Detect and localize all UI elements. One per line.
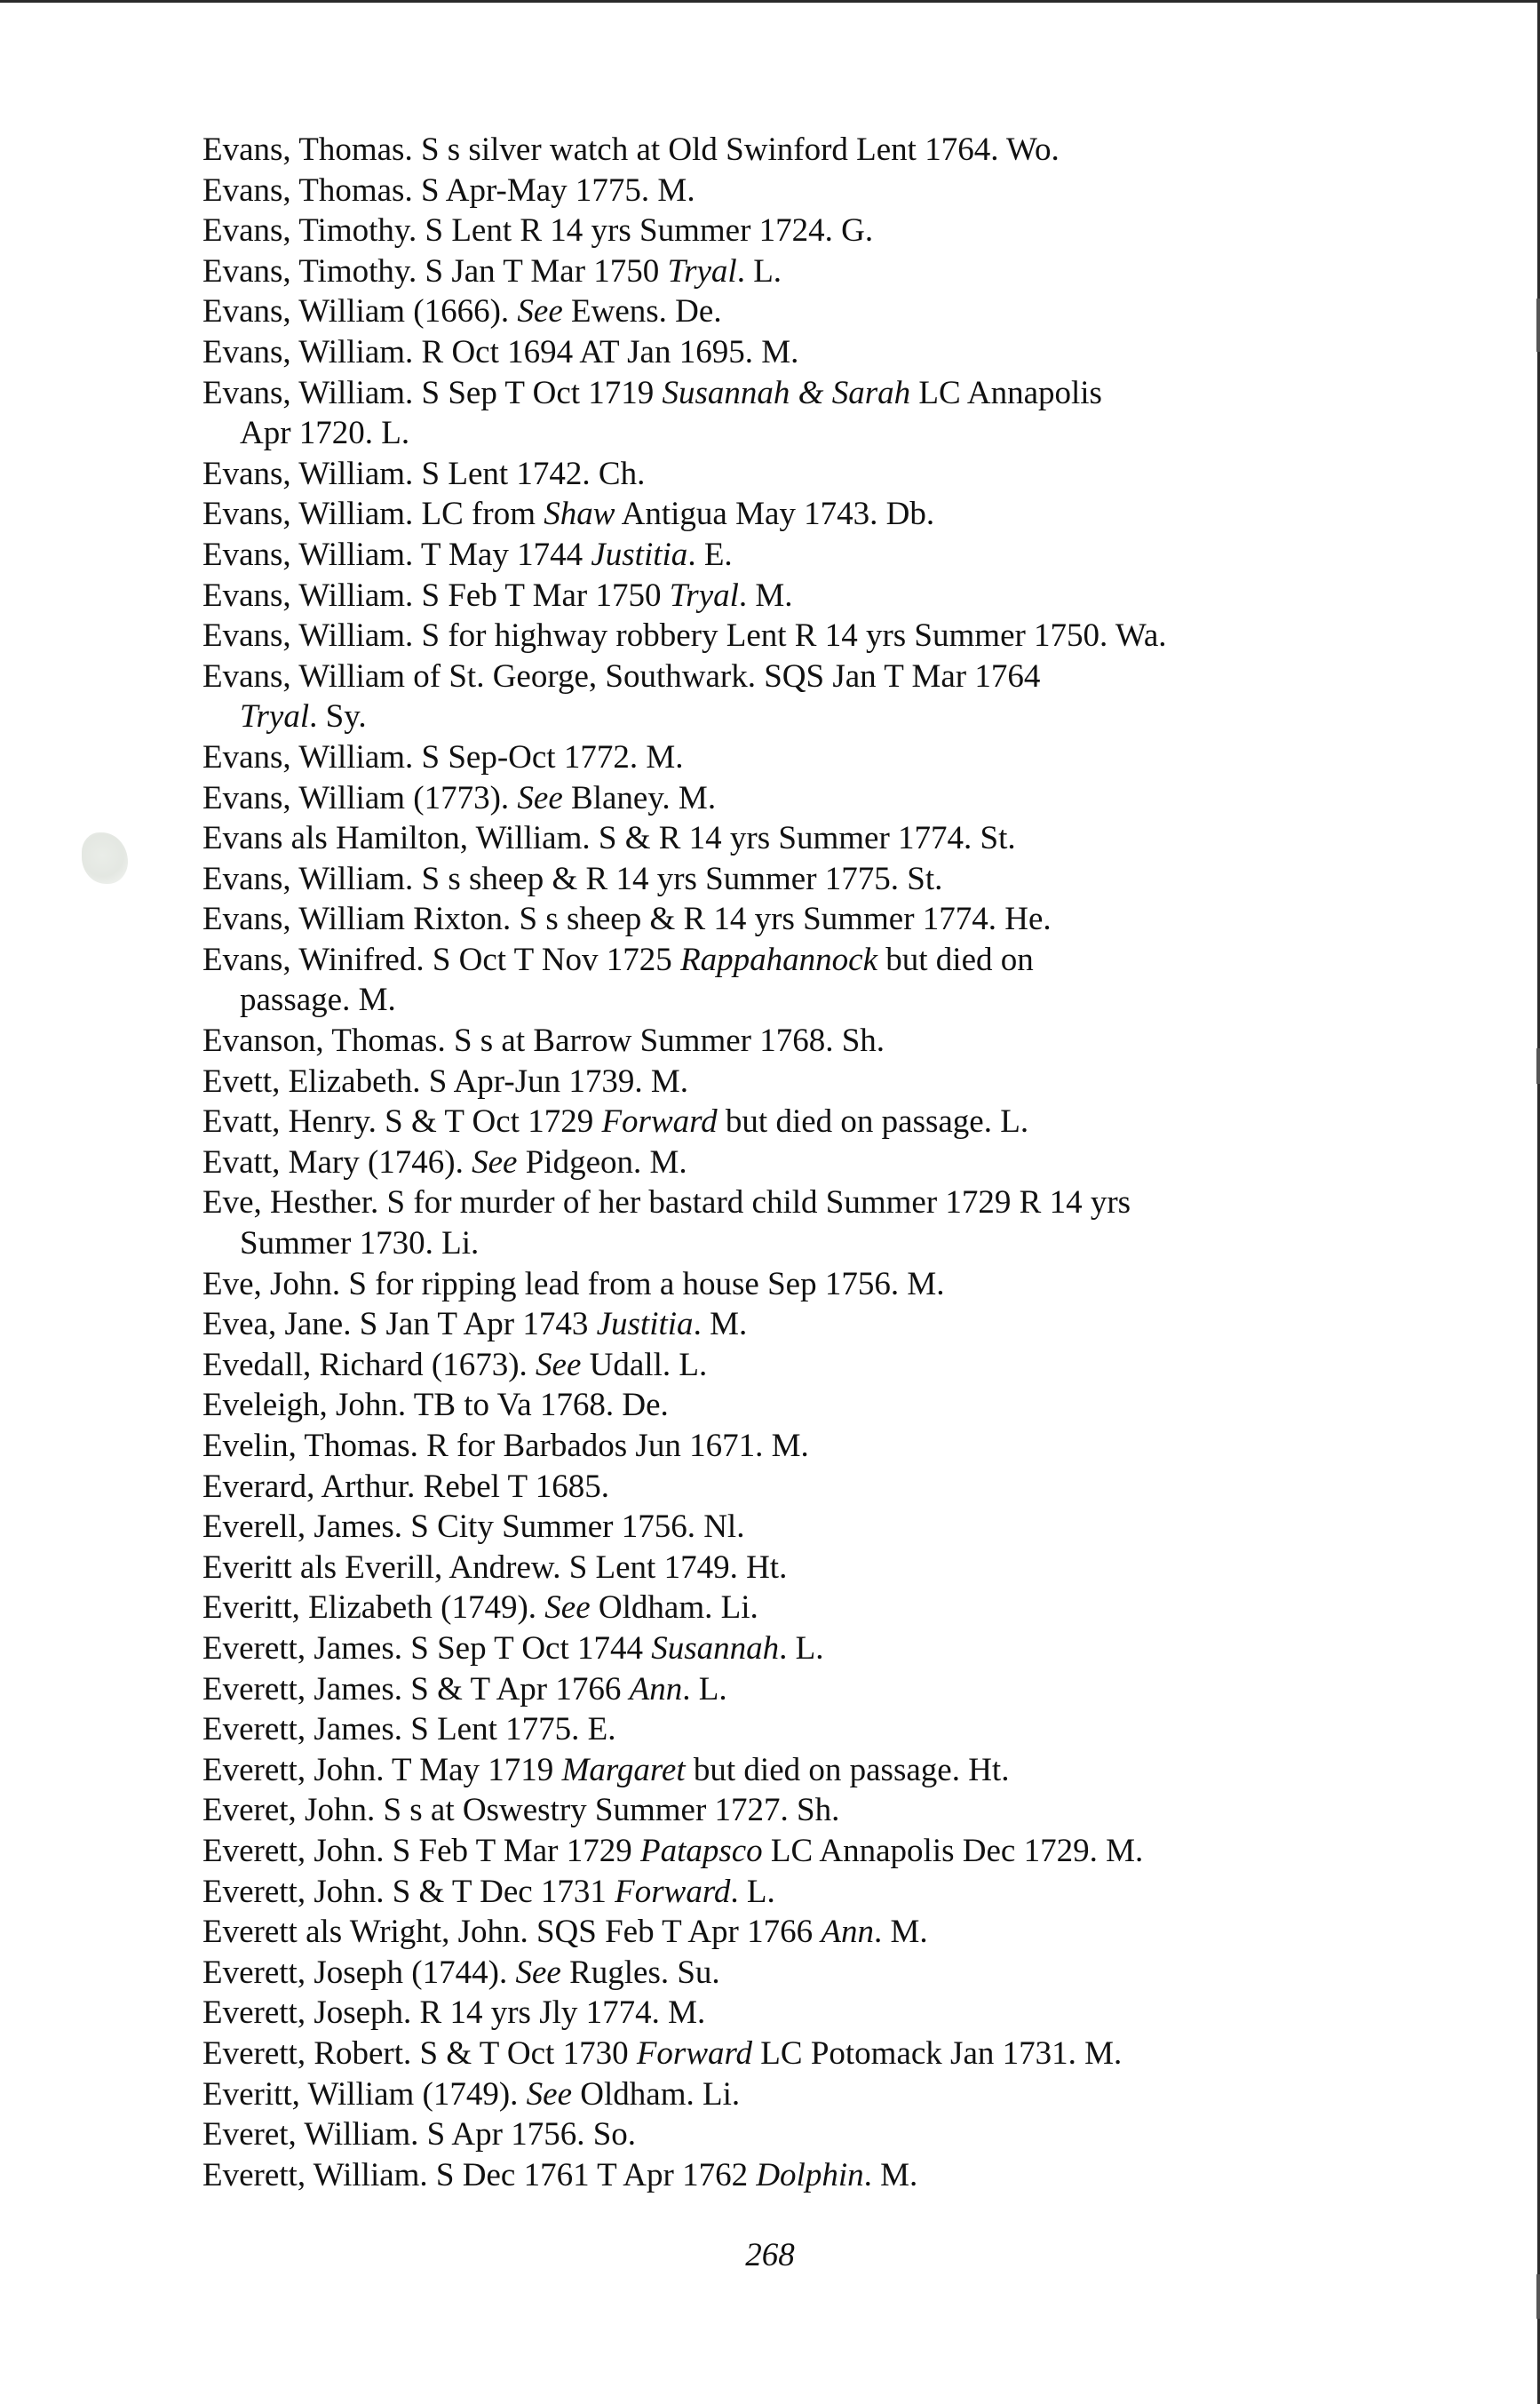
entry-text: Everett, William. S Dec 1761 T Apr 1762 [202,2156,757,2193]
index-entry [202,1628,1428,1669]
entry-text: Antigua May 1743. Db. [615,496,935,533]
entry-italic-text: Patapsco [639,1832,763,1869]
entry-italic-text: Justitia [596,1306,694,1343]
index-entry [202,1872,1428,1913]
entry-line [202,1023,885,1059]
entry-text: Everitt, William (1749). [202,2075,527,2113]
margin-mark [1536,299,1540,352]
index-entry [202,1426,1428,1467]
entry-line [202,131,1060,168]
entry-text: . L. [779,1629,824,1667]
entry-line [202,577,793,614]
entry-text: Eveleigh, John. TB to Va 1768. De. [202,1387,669,1424]
margin-mark [1536,2274,1540,2319]
index-entry [202,616,1428,657]
entry-text: Everell, James. S City Summer 1756. Nl. [202,1508,745,1546]
entry-line [202,2116,636,2153]
entry-line [202,1184,1131,1221]
index-entry [202,940,1428,1021]
entry-text: Evans, William. S s sheep & R 14 yrs Summer 1775. St. [202,860,943,897]
entry-text: . M. [863,2156,918,2193]
index-entry [202,576,1428,617]
entry-continuation-line [202,697,1428,737]
index-entry [202,1790,1428,1831]
entry-line [202,1792,839,1828]
margin-mark [1536,1048,1540,1084]
entry-text: Everett, James. S & T Apr 1766 [202,1670,630,1707]
entry-text: LC Annapolis Dec 1729. M. [762,1832,1144,1869]
entry-text: LC Potomack Jan 1731. M. [752,2034,1123,2072]
entry-line [202,1914,928,1950]
entry-text: Evans, Winifred. S Oct T Nov 1725 [202,941,681,978]
entry-text: Evans, Timothy. S Jan T Mar 1750 [202,252,668,290]
entry-line [202,820,1016,856]
entry-line [202,1347,707,1383]
entry-text: Evans, Thomas. S Apr-May 1775. M. [202,171,695,209]
index-entry [202,737,1428,778]
entry-line [202,2157,917,2193]
entry-line [202,1144,687,1181]
entry-line [202,1711,615,1747]
index-entry [202,1021,1428,1062]
entry-text: Everett, Joseph (1744). [202,1954,516,1991]
entry-text: Evans, William. S Feb T Mar 1750 [202,577,670,614]
entry-line [202,2076,740,2113]
index-entry [202,1993,1428,2034]
entry-text: Evans, William. S Lent 1742. Ch. [202,455,646,492]
entry-line [202,1469,609,1505]
index-entry [202,1182,1428,1263]
entry-text: Evans, William. T May 1744 [202,536,591,573]
index-entry [202,1831,1428,1872]
index-entry [202,535,1428,576]
entry-text: Everitt, Elizabeth (1749). [202,1589,545,1627]
entry-italic-text: Ann [629,1670,683,1707]
entry-italic-text: Dolphin [756,2156,864,2193]
entry-text: . L. [730,1873,775,1910]
entry-italic-text: See [472,1143,518,1181]
entry-text: Oldham. Li. [572,2075,741,2113]
index-entry [202,2074,1428,2115]
entry-text: Eve, John. S for ripping lead from a house Sep 1756. M. [202,1265,945,1302]
entry-italic-text: Margaret [561,1751,686,1788]
entry-text: Udall. L. [581,1346,708,1383]
entry-italic-text: Tryal [667,252,737,290]
entry-text: Blaney. M. [562,779,717,816]
entry-italic-text: Forward [636,2034,753,2072]
entry-italic-text: See [517,293,563,330]
entry-continuation-line [202,980,1428,1021]
entry-text: . M. [693,1306,748,1343]
entry-text: Evans, William. LC from [202,496,544,533]
index-entry [202,1467,1428,1508]
entry-line [202,1954,720,1991]
index-entry [202,454,1428,495]
entry-line [202,375,1102,411]
entry-line [202,1103,1028,1140]
entry-line [202,658,1040,695]
index-entry [202,1264,1428,1305]
entry-text: Evelin, Thomas. R for Barbados Jun 1671. M. [202,1428,809,1464]
entry-italic-text: Susannah [651,1629,780,1667]
index-entry [202,1912,1428,1953]
entry-text: Everet, John. S s at Oswestry Summer 1727. Sh. [202,1792,840,1829]
entry-text: Apr 1720. L. [240,415,410,452]
index-entry [202,1385,1428,1426]
entry-italic-text: See [515,1954,561,1991]
entry-text: . L. [682,1670,727,1707]
entry-italic-text: See [517,779,563,816]
index-entry [202,1304,1428,1345]
entry-text: Everett, John. S & T Dec 1731 [202,1873,615,1910]
entry-line [202,739,684,776]
entry-text: Evans, William. R Oct 1694 AT Jan 1695. M. [202,333,799,370]
entry-line [202,496,934,532]
entry-text: Everett, John. S Feb T Mar 1729 [202,1832,640,1869]
entry-text: Evans, William. S Sep-Oct 1772. M. [202,738,684,776]
entry-line [202,293,722,330]
entry-text: Everett, Robert. S & T Oct 1730 [202,2034,637,2072]
entry-text: passage. M. [240,982,396,1019]
entry-text: Evans, William. S Sep T Oct 1719 [202,374,663,411]
entry-italic-text: Tryal [240,698,310,736]
page-number: 268 [745,2237,795,2273]
entry-text: Evatt, Henry. S & T Oct 1729 [202,1103,602,1141]
entry-text: Evans, William. S for highway robbery Lent R 14 yrs Summer 1750. Wa. [202,617,1167,655]
index-entry [202,2114,1428,2155]
index-entry [202,1548,1428,1588]
entry-line [202,1833,1143,1869]
entry-line [202,942,1034,978]
page-edge-top [0,0,1540,3]
index-entry [202,1953,1428,1994]
margin-stain [82,832,128,884]
entry-text: . M. [738,577,793,614]
entry-line [202,253,782,290]
entry-italic-text: Shaw [544,496,615,533]
entry-text: Evans, William (1773). [202,779,518,816]
index-entry [202,1345,1428,1386]
index-entry [202,291,1428,332]
index-entry [202,2034,1428,2074]
entry-line [202,1063,688,1100]
index-entry [202,1709,1428,1750]
entry-text: Ewens. De. [562,293,722,330]
entry-text: . E. [687,536,733,573]
index-entry [202,1102,1428,1142]
entry-line [202,1994,705,2031]
entry-text: . L. [736,252,782,290]
index-entry [202,859,1428,900]
index-entry [202,171,1428,211]
index-entry [202,1142,1428,1183]
entry-italic-text: Ann [821,1914,874,1951]
entry-text: Everett, John. T May 1719 [202,1751,562,1788]
entry-italic-text: Tryal [669,577,739,614]
index-entry [202,373,1428,454]
entry-text: Evans, Thomas. S s silver watch at Old Swinford Lent 1764. Wo. [202,131,1060,168]
entry-text: . Sy. [309,698,367,736]
entry-italic-text: Forward [601,1103,718,1141]
entry-line [202,1874,775,1910]
entry-line [202,861,942,897]
entry-line [202,334,798,370]
entry-text: Evans als Hamilton, William. S & R 14 yrs Summer 1774. St. [202,820,1016,857]
index-entry [202,251,1428,292]
entry-text: Summer 1730. Li. [240,1225,480,1262]
entry-text: but died on passage. L. [717,1103,1029,1141]
entry-list [202,130,1428,2195]
entry-text: Evedall, Richard (1673). [202,1346,536,1383]
entry-line [202,1549,787,1586]
entry-italic-text: See [526,2075,573,2113]
index-entry [202,494,1428,535]
index-entry [202,332,1428,373]
entry-line [202,172,695,209]
entry-line [202,1752,1009,1788]
entry-line [202,2035,1122,2072]
entry-text: Evea, Jane. S Jan T Apr 1743 [202,1306,597,1343]
entry-line [202,1589,758,1626]
entry-text: Evans, William of St. George, Southwark. SQS Jan T Mar 1764 [202,657,1041,695]
index-entry [202,818,1428,859]
entry-italic-text: Susannah & Sarah [662,374,911,411]
entry-text: . M. [873,1914,928,1951]
entry-text: Evans, William (1666). [202,293,518,330]
entry-text: Evett, Elizabeth. S Apr-Jun 1739. M. [202,1063,688,1100]
index-entry [202,130,1428,171]
entry-line [202,1508,744,1545]
entry-line [202,1306,747,1342]
index-entry [202,1669,1428,1710]
index-entry [202,211,1428,251]
entry-line [202,456,645,492]
entry-text: but died on [877,941,1034,978]
index-entry [202,2155,1428,2196]
entry-text: Everett, James. S Lent 1775. E. [202,1711,616,1748]
entry-line [202,901,1052,937]
entry-text: Evans, William Rixton. S s sheep & R 14 yrs Summer 1774. He. [202,901,1052,938]
entry-text: Everet, William. S Apr 1756. So. [202,2116,637,2153]
entry-line [202,1630,824,1667]
entry-continuation-line [202,1223,1428,1264]
entry-line [202,1266,944,1302]
entry-text: but died on passage. Ht. [685,1751,1010,1788]
index-entry [202,899,1428,940]
entry-text: Everett, Joseph. R 14 yrs Jly 1774. M. [202,1994,706,2032]
entry-text: Oldham. Li. [590,1589,758,1627]
entry-italic-text: Rappahannock [680,941,878,978]
entry-text: Rugles. Su. [560,1954,720,1991]
entry-text: Everett, James. S Sep T Oct 1744 [202,1629,652,1667]
entry-line [202,780,716,816]
index-entry [202,1062,1428,1102]
entry-text: Eve, Hesther. S for murder of her bastard child Summer 1729 R 14 yrs [202,1184,1131,1222]
entry-line [202,1428,809,1464]
entry-italic-text: Justitia [591,536,688,573]
entry-text: Evans, Timothy. S Lent R 14 yrs Summer 1724. G. [202,212,874,250]
entry-continuation-line [202,413,1428,454]
index-entry [202,1588,1428,1628]
entry-line [202,1671,727,1707]
entry-italic-text: See [544,1589,591,1627]
entry-text: Pidgeon. M. [517,1143,687,1181]
entry-line [202,1387,669,1423]
index-entry [202,1750,1428,1791]
entry-text: LC Annapolis [910,374,1102,411]
entry-text: Everitt als Everill, Andrew. S Lent 1749. Ht. [202,1548,788,1586]
entry-text: Everard, Arthur. Rebel T 1685. [202,1468,609,1505]
entry-text: Evatt, Mary (1746). [202,1143,472,1181]
entry-text: Evanson, Thomas. S s at Barrow Summer 1768. Sh. [202,1023,885,1060]
entry-italic-text: See [536,1346,582,1383]
entry-line [202,537,733,573]
entry-line [202,212,873,249]
entry-text: Everett als Wright, John. SQS Feb T Apr 1766 [202,1914,822,1951]
entry-line [202,617,1167,654]
entry-italic-text: Forward [615,1873,731,1910]
index-entry [202,778,1428,819]
index-entry [202,657,1428,737]
index-entry [202,1507,1428,1548]
